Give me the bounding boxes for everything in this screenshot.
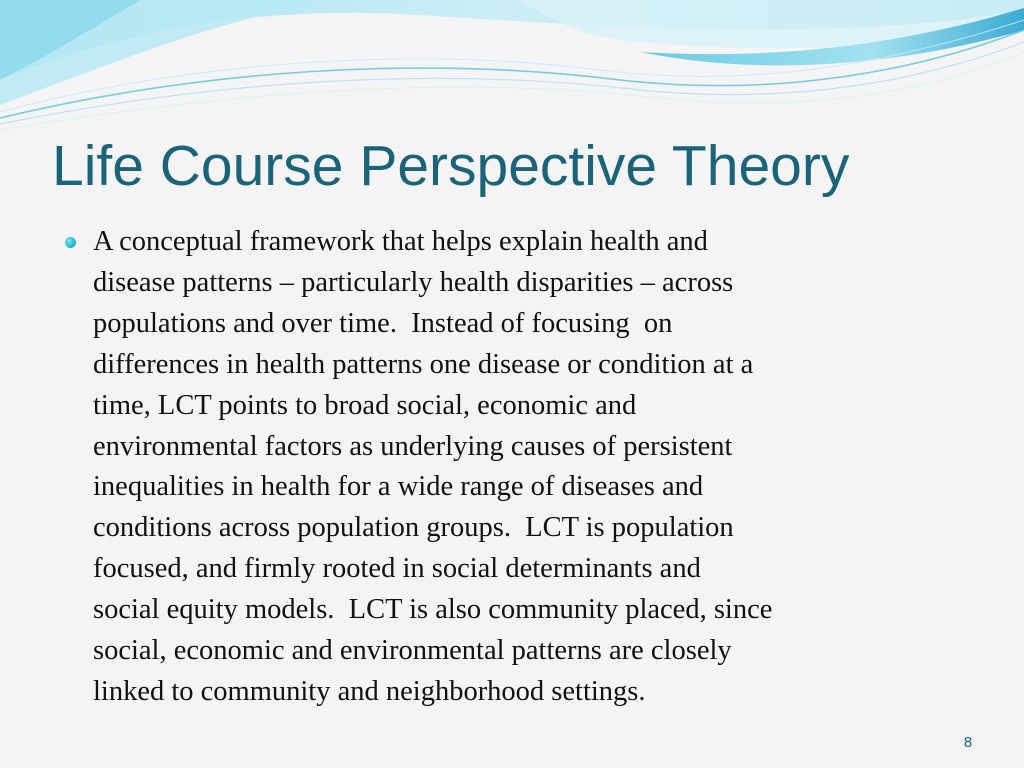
bullet-text-line: A conceptual framework that helps explain health and [93, 226, 708, 257]
bullet-text-line: time, LCT points to broad social, economic and [93, 389, 637, 421]
bullet-item [62, 222, 962, 713]
bullet-text-line: inequalities in health for a wide range of diseases and [93, 471, 704, 503]
header-wave-decoration [0, 0, 1024, 140]
bullet-text-line: conditions across population groups. LCT is population [93, 512, 734, 544]
slide-title: Life Course Perspective Theory [52, 134, 850, 198]
bullet-text-line: differences in health patterns one disease or condition at a [93, 348, 754, 380]
bullet-text-line: linked to community and neighborhood settings. [93, 675, 646, 707]
bullet-text-line: social, economic and environmental patterns are closely [93, 635, 732, 667]
bullet-dot-icon [65, 237, 76, 248]
bullet-text-line: populations and over time. Instead of focusing on [93, 307, 673, 339]
bullet-text-line: focused, and firmly rooted in social determinants and [93, 553, 701, 585]
slide-body [62, 222, 962, 713]
bullet-text-line: environmental factors as underlying causes of persistent [93, 430, 733, 462]
slide-number: 8 [963, 734, 973, 751]
bullet-text-line: social equity models. LCT is also community placed, since [93, 594, 773, 626]
bullet-text-line: disease patterns – particularly health disparities – across [93, 266, 734, 298]
